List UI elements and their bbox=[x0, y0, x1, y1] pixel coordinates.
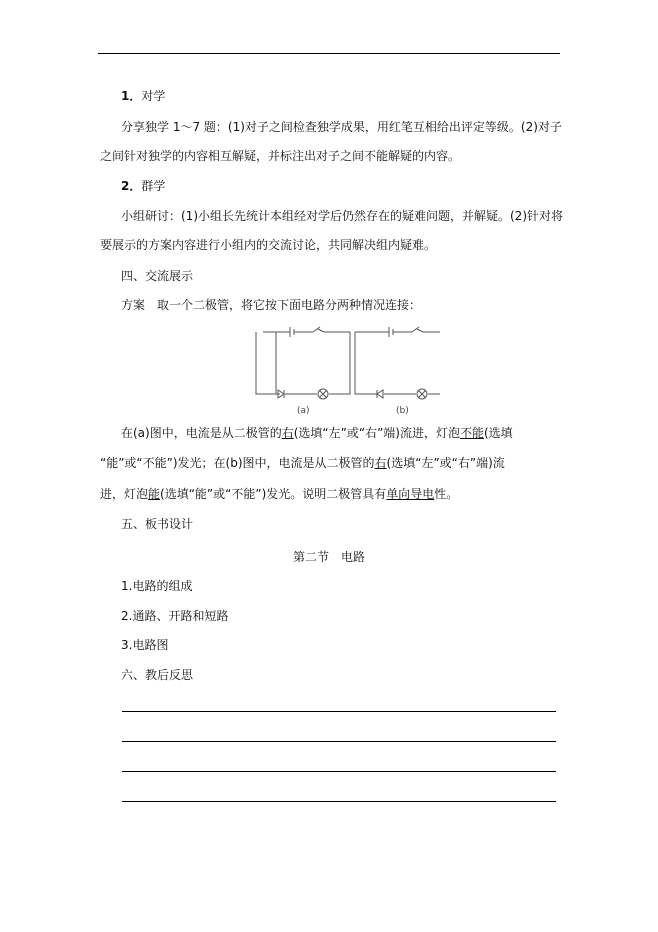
circuit-diagrams bbox=[250, 324, 440, 419]
answer: 不能 bbox=[459, 426, 484, 440]
section-heading-qunxue bbox=[121, 179, 165, 193]
section-heading-reflection: 六、教后反思 bbox=[121, 668, 194, 682]
section-heading-board: 五、板书设计 bbox=[121, 517, 194, 531]
answer: 能 bbox=[148, 487, 161, 501]
fill-line-2 bbox=[100, 456, 505, 470]
text: (选填“能”或“不能”)发光。说明二极管具有 bbox=[160, 487, 387, 501]
circuit-b bbox=[355, 327, 440, 399]
answer: 单向导电 bbox=[386, 487, 435, 501]
section-title: 群学 bbox=[141, 179, 166, 193]
writing-line bbox=[122, 771, 556, 772]
writing-line bbox=[122, 801, 556, 802]
paragraph-line: 要展示的方案内容进行小组内的交流讨论，共同解决组内疑难。 bbox=[100, 238, 437, 252]
board-item: 2.通路、开路和短路 bbox=[121, 609, 229, 623]
figure-label-b: (b) bbox=[396, 406, 409, 416]
fill-line-1 bbox=[121, 426, 513, 440]
text: “能”或“不能”)发光；在(b)图中，电流是从二极管的 bbox=[100, 456, 375, 470]
paragraph-line: 小组研讨：(1)小组长先统计本组经对学后仍然存在的疑难问题，并解疑。(2)针对将 bbox=[121, 209, 563, 223]
fill-line-3 bbox=[100, 487, 458, 501]
header-rule bbox=[98, 53, 560, 54]
section-title: 对学 bbox=[141, 89, 166, 103]
answer: 右 bbox=[281, 426, 294, 440]
section-heading-exchange: 四、交流展示 bbox=[121, 269, 194, 283]
figure-label-a: (a) bbox=[297, 406, 310, 416]
circuit-a bbox=[256, 327, 350, 399]
section-heading-duixue bbox=[121, 89, 165, 103]
text: (选填“左”或“右”端)流 bbox=[386, 456, 505, 470]
paragraph-line: 之间针对独学的内容相互解疑，并标注出对子之间不能解疑的内容。 bbox=[100, 149, 461, 163]
text: 在(a)图中，电流是从二极管的 bbox=[121, 426, 282, 440]
paragraph-line: 分享独学 1～7 题：(1)对子之间检查独学成果，用红笔互相给出评定等级。(2)对子 bbox=[121, 120, 562, 134]
text: 进，灯泡 bbox=[100, 487, 149, 501]
board-item: 3.电路图 bbox=[121, 638, 169, 652]
writing-line bbox=[122, 741, 556, 742]
answer: 右 bbox=[374, 456, 387, 470]
board-item: 1.电路的组成 bbox=[121, 579, 193, 593]
section-number: 1． bbox=[121, 89, 142, 103]
text: (选填“左”或“右”端)流进，灯泡 bbox=[293, 426, 460, 440]
writing-line bbox=[122, 711, 556, 712]
section-number: 2． bbox=[121, 179, 142, 193]
board-title: 第二节 电路 bbox=[292, 550, 365, 564]
text: 性。 bbox=[434, 487, 459, 501]
plan-text: 方案 取一个二极管，将它按下面电路分两种情况连接： bbox=[121, 298, 422, 312]
text: (选填 bbox=[483, 426, 513, 440]
